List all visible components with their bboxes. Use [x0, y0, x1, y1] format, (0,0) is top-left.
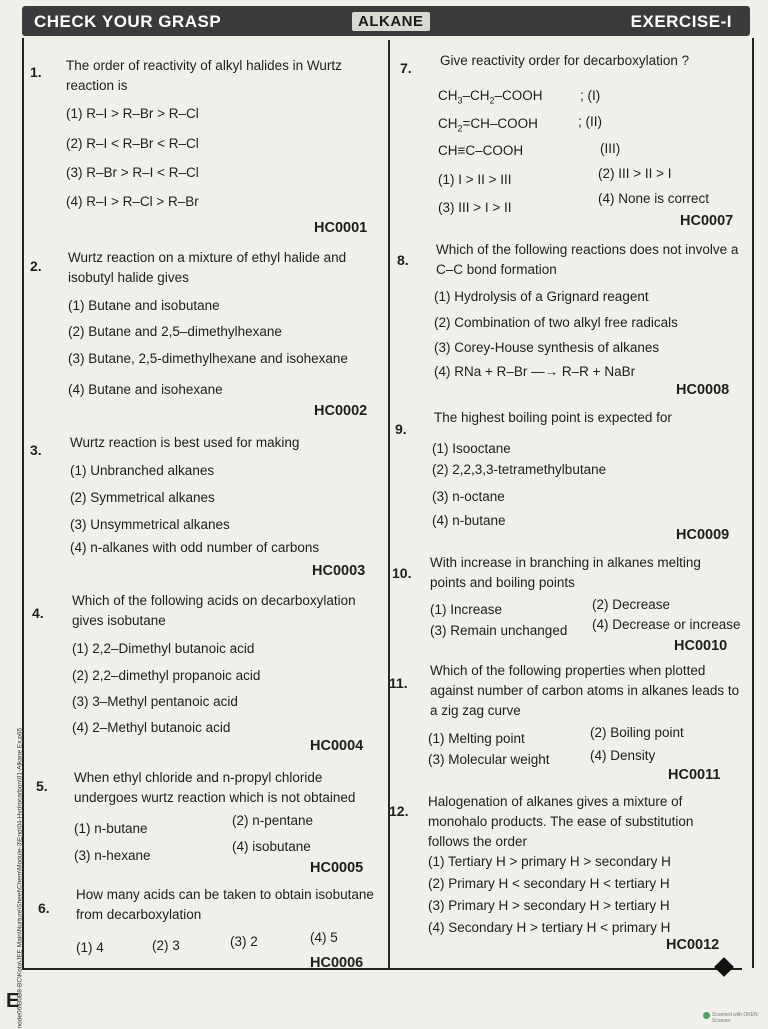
question-code: HC0005	[310, 860, 364, 876]
option-2: (2) Decrease	[592, 597, 671, 612]
question-number: 5.	[36, 778, 48, 794]
question-number: 9.	[395, 421, 407, 437]
question-text: Which of the following acids on decarboxylation gives isobutane	[72, 593, 356, 628]
header-banner	[22, 6, 750, 36]
option-2: (2) Primary H < secondary H < tertiary H	[428, 876, 670, 891]
question-text: Wurtz reaction is best used for making	[70, 435, 300, 450]
question-text: The highest boiling point is expected for	[434, 410, 672, 425]
option-3: (3) Unsymmetrical alkanes	[70, 517, 230, 532]
question-number: 11.	[389, 675, 408, 691]
question-number: 10.	[392, 565, 412, 581]
option-1: (1) n-butane	[74, 821, 148, 836]
compound-1-tag: ; (I)	[580, 88, 601, 103]
question-code: HC0001	[314, 220, 368, 236]
scanner-watermark: Scanned with OKEN Scanner	[712, 1012, 758, 1024]
option-2: (2) R–I < R–Br < R–Cl	[66, 136, 199, 151]
option-3: (3) n-hexane	[74, 848, 151, 863]
question-code: HC0012	[666, 937, 720, 953]
question-code: HC0008	[676, 382, 730, 398]
option-3: (3) Butane, 2,5-dimethylhexane and isohexane	[68, 351, 348, 366]
compound-2: $CH_2=CH$–COOH	[438, 116, 538, 134]
option-3: (3) 2	[230, 934, 258, 949]
question-text: Which of the following properties when plotted against number of carbon atoms in alkanes leads to a zig zag curve	[430, 663, 740, 718]
option-4: (4) 5	[310, 930, 338, 945]
option-1: (1) 2,2–Dimethyl butanoic acid	[72, 641, 255, 656]
option-3: (3) R–Br > R–I < R–Cl	[66, 165, 199, 180]
option-4: (4) RNa + R–Br —→ R–R + NaBr	[434, 364, 636, 379]
question-number: 8.	[397, 252, 409, 268]
question-text: How many acids can be taken to obtain isobutane from decarboxylation	[76, 887, 374, 922]
option-4: (4) Secondary H > tertiary H < primary H	[428, 920, 671, 935]
scanner-logo-icon	[703, 1012, 710, 1019]
question-text: When ethyl chloride and n-propyl chloride undergoes wurtz reaction which is not obtained	[74, 770, 356, 805]
file-path-side-text: node06\B0B8-BC\Kota\JEE Main\Nurture\Sheet\Chem\Module-3\Eng\04-Hydrocarbon\01-Alkane Ex.p65	[16, 727, 24, 1029]
option-1: (1) Butane and isobutane	[68, 298, 220, 313]
bottom-rule	[22, 968, 742, 970]
option-3: (3) 3–Methyl pentanoic acid	[72, 694, 238, 709]
option-1: (1) R–I > R–Br > R–Cl	[66, 106, 199, 121]
option-3: (3) n-octane	[432, 489, 505, 504]
option-3: (3) III > I > II	[438, 200, 512, 215]
question-text: The order of reactivity of alkyl halides in Wurtz reaction is	[66, 58, 342, 93]
question-number: 2.	[30, 258, 42, 274]
question-number: 6.	[38, 900, 50, 916]
question-text: Which of the following reactions does not involve a C–C bond formation	[436, 242, 739, 277]
option-2: (2) 3	[152, 938, 180, 953]
question-number: 3.	[30, 442, 42, 458]
option-4: (4) Decrease or increase	[592, 617, 741, 632]
option-3: (3) Corey-House synthesis of alkanes	[434, 340, 660, 355]
option-2: (2) Butane and 2,5–dimethylhexane	[68, 324, 282, 339]
column-divider	[388, 40, 390, 968]
option-2: (2) Combination of two alkyl free radicals	[434, 315, 678, 330]
question-text: Give reactivity order for decarboxylation ?	[440, 53, 690, 68]
option-1: (1) Unbranched alkanes	[70, 463, 215, 478]
question-code: HC0002	[314, 403, 368, 419]
question-number: 7.	[400, 60, 412, 76]
option-2: (2) n-pentane	[232, 813, 314, 828]
option-1: (1) Hydrolysis of a Grignard reagent	[434, 289, 649, 304]
question-text: Wurtz reaction on a mixture of ethyl halide and isobutyl halide gives	[68, 250, 347, 285]
option-3: (3) Primary H > secondary H > tertiary H	[428, 898, 670, 913]
compound-2-tag: ; (II)	[578, 114, 602, 129]
question-text: With increase in branching in alkanes melting points and boiling points	[430, 555, 701, 590]
question-code: HC0006	[310, 955, 364, 971]
option-4: (4) isobutane	[232, 839, 311, 854]
option-3: (3) Molecular weight	[428, 752, 550, 767]
option-1: (1) Melting point	[428, 731, 525, 746]
option-1: (1) Increase	[430, 602, 503, 617]
option-2: (2) 2,2,3,3-tetramethylbutane	[432, 462, 607, 477]
option-1: (1) Isooctane	[432, 441, 511, 456]
question-code: HC0003	[312, 563, 366, 579]
option-3: (3) Remain unchanged	[430, 623, 568, 638]
compound-3-tag: (III)	[600, 141, 621, 156]
option-4: (4) R–I > R–Cl > R–Br	[66, 194, 199, 209]
option-2: (2) III > II > I	[598, 166, 672, 181]
question-text: Halogenation of alkanes gives a mixture of monohalo products. The ease of substitution follows the order	[428, 794, 694, 849]
chapter-title: ALKANE	[352, 12, 430, 31]
question-code: HC0004	[310, 738, 364, 754]
compound-3: CH≡C–COOH	[438, 143, 524, 158]
option-4: (4) n-butane	[432, 513, 506, 528]
compound-1: $CH_3-CH_2$–COOH	[438, 88, 543, 106]
option-4: (4) Density	[590, 748, 656, 763]
question-code: HC0007	[680, 213, 734, 229]
exercise-title: EXERCISE-I	[630, 12, 732, 31]
question-number: 1.	[30, 64, 42, 80]
option-1: (1) I > II > III	[438, 172, 512, 187]
question-code: HC0009	[676, 527, 730, 543]
option-4: (4) 2–Methyl butanoic acid	[72, 720, 231, 735]
question-number: 4.	[32, 605, 44, 621]
section-title: CHECK YOUR GRASP	[34, 12, 222, 31]
option-4: (4) n-alkanes with odd number of carbons	[70, 540, 320, 555]
option-2: (2) Boiling point	[590, 725, 684, 740]
question-number: 12.	[389, 803, 409, 819]
question-code: HC0011	[668, 767, 721, 783]
option-1: (1) Tertiary H > primary H > secondary H	[428, 854, 671, 869]
option-4: (4) Butane and isohexane	[68, 382, 223, 397]
option-2: (2) Symmetrical alkanes	[70, 490, 215, 505]
question-code: HC0010	[674, 638, 728, 654]
option-1: (1) 4	[76, 940, 104, 955]
option-2: (2) 2,2–dimethyl propanoic acid	[72, 668, 261, 683]
option-4: (4) None is correct	[598, 191, 710, 206]
footer-letter: E	[6, 990, 20, 1012]
